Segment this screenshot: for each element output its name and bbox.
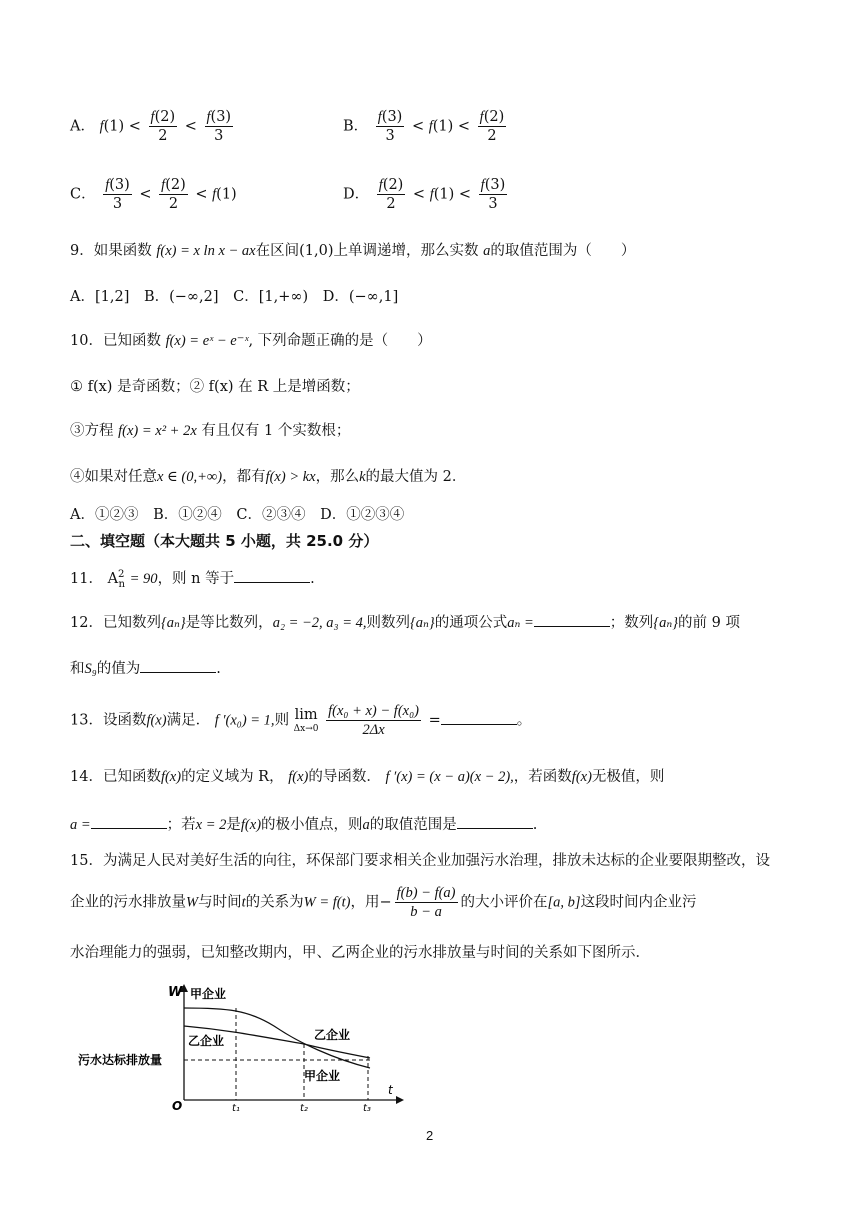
q10-prop-3: ③方程 f(x) = x² + 2x 有且仅有 1 个实数根；	[70, 423, 351, 439]
q11: 11． $A^2_n = 90$，则 n 等于 .	[70, 569, 315, 590]
q13-answer-blank	[441, 710, 517, 725]
w-axis-label: W	[168, 985, 183, 1000]
section-heading-fill-in: 二、填空题（本大题共 5 小题，共 25.0 分）	[70, 532, 379, 550]
t1-label: t₁	[232, 1103, 240, 1112]
q9-option-c: C．[1,+∞)	[233, 289, 309, 305]
jia-bottom-label: 甲企业	[304, 1069, 341, 1083]
page-number: 2	[426, 1128, 434, 1143]
yi-right-label: 乙企业	[314, 1028, 351, 1042]
q15-line2: 企业的污水排放量W与时间t的关系为W = f(t)，用− $\frac{f(b) - f(a)}{b - a}$ 的大小评价在[a, b]这段时间内企业污	[70, 885, 697, 921]
q10-option-d: D．①②③④	[320, 507, 405, 523]
t3-label: t₃	[363, 1103, 371, 1112]
q10-option-b: B．①②④	[153, 507, 222, 523]
q8-option-a: A． f(1) < $\frac{f(2)}{2}$ < $\frac{f(3)}{3}$	[70, 109, 232, 145]
t-axis-arrow	[396, 1096, 404, 1104]
q15-line1: 15．为满足人民对美好生活的向往，环保部门要求相关企业加强污水治理，排放未达标的企业要限期整改，设	[70, 853, 770, 869]
q14-blank-2	[457, 814, 533, 829]
sewage-emission-figure	[78, 982, 418, 1112]
q8-option-b: B． $\frac{f(3)}{3}$ < f(1) < $\frac{f(2)}{2}$	[343, 109, 505, 145]
yi-left-label: 乙企业	[188, 1034, 225, 1048]
q14-line1: 14．已知函数f(x)的定义域为 R， f(x)的导函数． f ′(x) = (x − a)(x − 2),，若函数f(x)无极值，则	[70, 769, 665, 785]
q12-line1: 12．已知数列{aₙ}是等比数列，a₂ = −2, a₃ = 4,则数列{aₙ}的通项公式aₙ = ；数列{aₙ}的前 9 项	[70, 612, 740, 632]
q9-option-d: D．(−∞,1]	[322, 289, 399, 305]
standard-label: 污水达标排放量	[78, 1053, 163, 1067]
q9-stem: 9．如果函数 f(x) = x ln x − ax在区间(1,0)上单调递增，那么实数 a的取值范围为（ ）	[70, 243, 636, 259]
q12-blank-2	[140, 658, 216, 673]
t2-label: t₂	[300, 1103, 308, 1112]
q10-option-c: C．②③④	[236, 507, 306, 523]
q9-option-a: A．[1,2]	[70, 289, 130, 305]
q12-blank-1	[534, 612, 610, 627]
q12-line2: 和S₉的值为 .	[70, 658, 221, 678]
q9-option-b: B．(−∞,2]	[143, 289, 219, 305]
q8-option-d: D． $\frac{f(2)}{2}$ < f(1) < $\frac{f(3)}{3}$	[343, 177, 506, 213]
q10-options	[70, 506, 414, 524]
q11-answer-blank	[234, 568, 310, 583]
q13: 13．设函数f(x)满足． f ′(x₀) = 1,则 lim Δx→0 $\frac{\text{f(x₀ + x) − f(x₀)}}{2\Delta x}$ = 。	[70, 703, 532, 739]
q10-stem: 10．已知函数 f(x) = eˣ − e⁻ˣ, 下列命题正确的是（ ）	[70, 333, 432, 349]
q10-prop-4: ④如果对任意x ∈ (0,+∞)，都有f(x) > kx，那么k的最大值为 2．	[70, 469, 467, 485]
jia-top-label: 甲企业	[190, 987, 227, 1001]
q14-blank-1	[91, 814, 167, 829]
t-axis-label: t	[388, 1083, 393, 1097]
q9-options	[70, 288, 408, 306]
origin-label: O	[172, 1099, 183, 1112]
q10-prop-1-2: ① f(x) 是奇函数；② f(x) 在 R 上是增函数；	[70, 379, 360, 395]
q15-line3: 水治理能力的强弱，已知整改期内，甲、乙两企业的污水排放量与时间的关系如下图所示．	[70, 945, 650, 961]
q14-line2: a = ；若x = 2是f(x)的极小值点，则a的取值范围是 .	[70, 814, 537, 834]
q10-option-a: A．①②③	[70, 507, 139, 523]
q8-option-c: C． $\frac{f(3)}{3}$ < $\frac{f(2)}{2}$ < f(1)	[70, 177, 237, 213]
